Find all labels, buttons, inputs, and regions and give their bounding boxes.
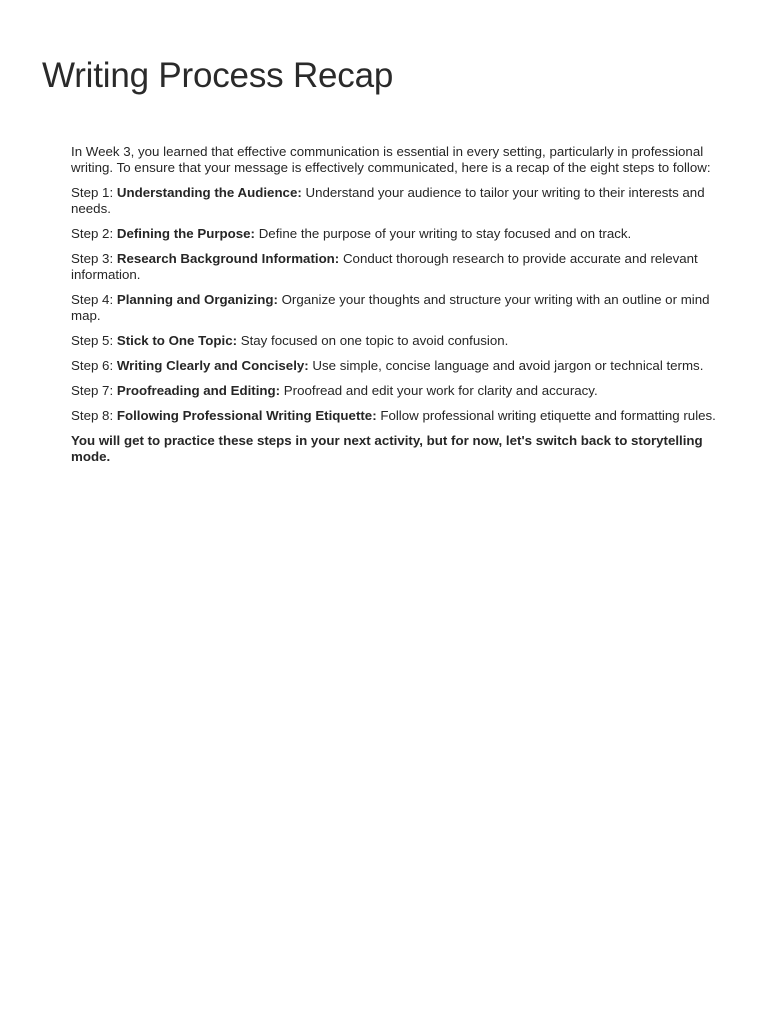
step-title: Defining the Purpose: (116, 226, 255, 241)
step-title: Stick to One Topic: (116, 333, 238, 348)
step-description: Follow professional writing etiquette and formatting rules. (376, 408, 716, 423)
step-title: Proofreading and Editing: (116, 383, 281, 398)
step-description: Understand your audience to tailor your writing to their interests and needs. (71, 185, 705, 216)
step-paragraph (71, 292, 721, 324)
page-title: Writing Process Recap (42, 56, 394, 95)
step-number: Step 2: (71, 226, 117, 241)
step-number: Step 3: (71, 251, 117, 266)
step-description: Define the purpose of your writing to stay focused and on track. (255, 226, 632, 241)
step-paragraph (71, 185, 721, 217)
step-description: Organize your thoughts and structure your writing with an outline or mind map. (71, 292, 710, 323)
step-description: Proofread and edit your work for clarity and accuracy. (280, 383, 598, 398)
step-description: Use simple, concise language and avoid jargon or technical terms. (308, 358, 704, 373)
step-paragraph (71, 383, 721, 399)
step-description: Conduct thorough research to provide accurate and relevant information. (71, 251, 698, 282)
step-title: Writing Clearly and Concisely: (116, 358, 309, 373)
step-title: Research Background Information: (116, 251, 340, 266)
step-paragraph (71, 226, 721, 242)
document-body (71, 144, 721, 474)
step-number: Step 6: (71, 358, 117, 373)
step-number: Step 4: (71, 292, 117, 307)
closing-paragraph: You will get to practice these steps in your next activity, but for now, let's switch back to storytelling mode. (71, 433, 703, 464)
step-number: Step 7: (71, 383, 117, 398)
step-paragraph (71, 408, 721, 424)
step-paragraph (71, 333, 721, 349)
step-number: Step 1: (71, 185, 117, 200)
step-description: Stay focused on one topic to avoid confusion. (237, 333, 509, 348)
step-number: Step 5: (71, 333, 117, 348)
step-number: Step 8: (71, 408, 117, 423)
intro-paragraph: In Week 3, you learned that effective communication is essential in every setting, particularly in professional writing. To ensure that your message is effectively communicated, here is a recap of the eight steps to follow: (71, 144, 711, 175)
step-title: Following Professional Writing Etiquette: (116, 408, 377, 423)
step-title: Planning and Organizing: (116, 292, 278, 307)
step-paragraph (71, 251, 721, 283)
step-title: Understanding the Audience: (116, 185, 302, 200)
step-paragraph (71, 358, 721, 374)
